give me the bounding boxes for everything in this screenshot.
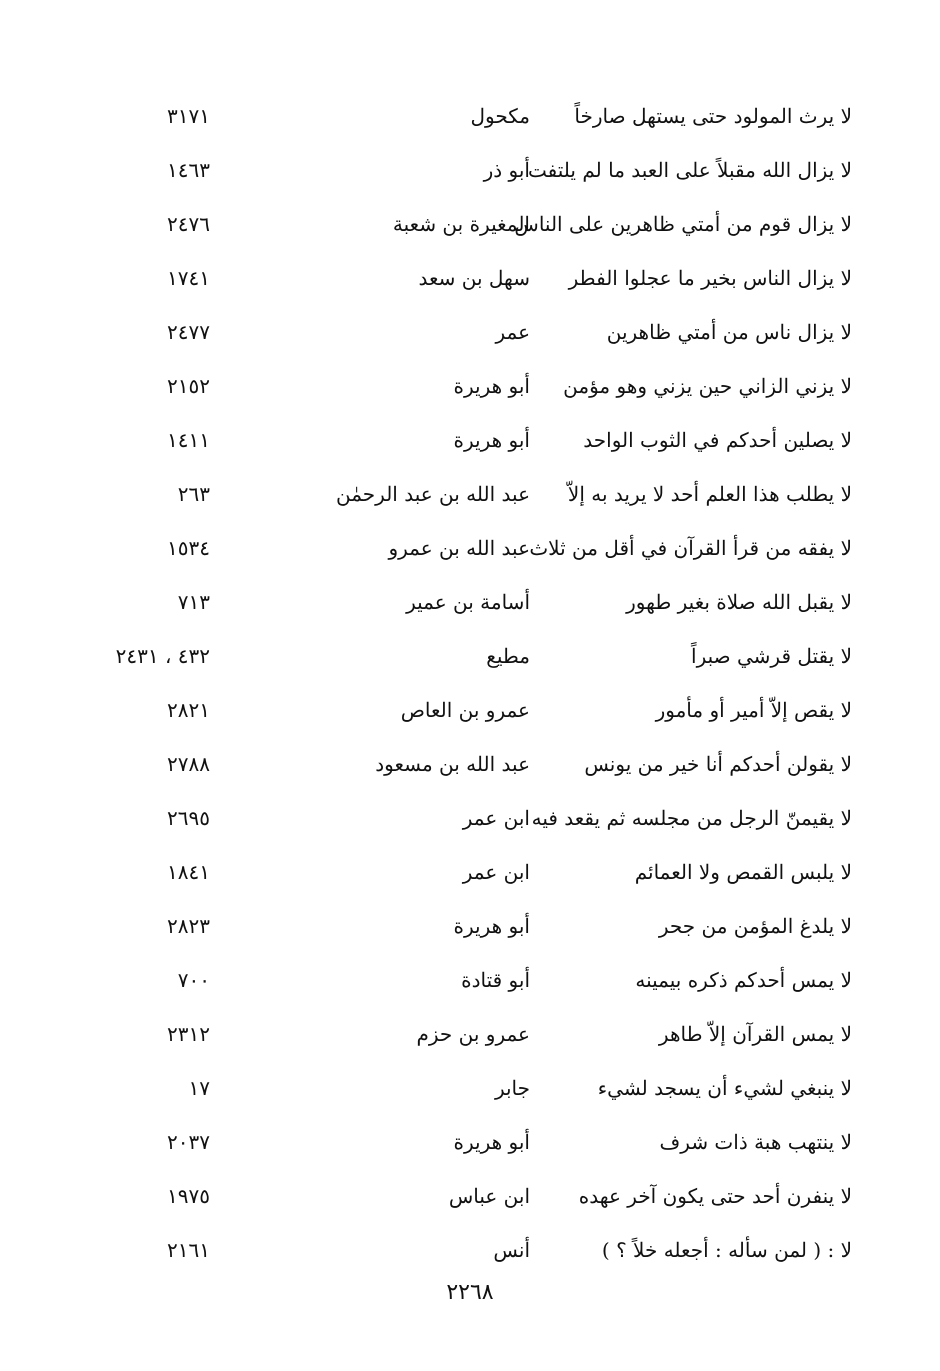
hadith-number: ٤٣٢ ، ٢٤٣١: [115, 644, 210, 668]
hadith-text: لا يلبس القمص ولا العمائم: [634, 860, 852, 884]
hadith-number: ٧٠٠: [177, 968, 210, 992]
narrator-name: أبو هريرة: [453, 374, 530, 398]
index-row: [0, 684, 940, 738]
index-row: [0, 252, 940, 306]
hadith-number: ١٩٧٥: [167, 1184, 210, 1208]
hadith-text: لا يزال الناس بخير ما عجلوا الفطر: [568, 266, 852, 290]
narrator-name: عبد الله بن عبد الرحمٰن: [336, 482, 530, 506]
hadith-text: لا : ( لمن سأله : أجعله خلاً ؟ ): [601, 1238, 852, 1262]
hadith-text: لا يقتل قرشي صبراً: [691, 644, 852, 668]
narrator-name: عمرو بن العاص: [400, 698, 530, 722]
hadith-number: ١٧: [188, 1076, 210, 1100]
narrator-name: سهل بن سعد: [418, 266, 530, 290]
hadith-number: ٢٧٨٨: [167, 752, 210, 776]
page-number: ٢٢٦٨: [446, 1280, 494, 1305]
index-row: [0, 576, 940, 630]
hadith-text: لا يزني الزاني حين يزني وهو مؤمن: [563, 374, 852, 398]
hadith-number: ١٨٤١: [167, 860, 210, 884]
index-row: [0, 738, 940, 792]
narrator-name: ابن عمر: [462, 860, 530, 884]
hadith-text: لا يصلين أحدكم في الثوب الواحد: [583, 428, 852, 452]
index-row: [0, 522, 940, 576]
hadith-number: ٢٣١٢: [167, 1022, 210, 1046]
hadith-text: لا يمس أحدكم ذكره بيمينه: [635, 968, 852, 992]
hadith-number: ٢١٦١: [167, 1238, 210, 1262]
hadith-number: ٢٤٧٧: [167, 320, 210, 344]
index-row: [0, 414, 940, 468]
index-row: [0, 1224, 940, 1278]
index-row: [0, 198, 940, 252]
narrator-name: عبد الله بن عمرو: [388, 536, 530, 560]
narrator-name: مكحول: [470, 104, 530, 128]
hadith-text: لا يلدغ المؤمن من جحر: [658, 914, 852, 938]
hadith-text: لا ينبغي لشيء أن يسجد لشيء: [597, 1076, 852, 1100]
narrator-name: أبو قتادة: [461, 968, 530, 992]
hadith-text: لا يقص إلاّ أمير أو مأمور: [655, 698, 852, 722]
index-row: [0, 306, 940, 360]
hadith-text: لا يقبل الله صلاة بغير طهور: [626, 590, 852, 614]
hadith-number: ٢٤٧٦: [167, 212, 210, 236]
index-row: [0, 954, 940, 1008]
hadith-text: لا يزال ناس من أمتي ظاهرين: [606, 320, 852, 344]
narrator-name: ابن عباس: [448, 1184, 530, 1208]
hadith-number: ١٤٦٣: [167, 158, 210, 182]
hadith-text: لا يزال الله مقبلاً على العبد ما لم يلتفت: [528, 158, 852, 182]
hadith-number: ٧١٣: [177, 590, 210, 614]
hadith-number: ٢٠٣٧: [167, 1130, 210, 1154]
narrator-name: أبو ذر: [483, 158, 530, 182]
hadith-text: لا ينفرن أحد حتى يكون آخر عهده: [578, 1184, 852, 1208]
narrator-name: أبو هريرة: [453, 914, 530, 938]
narrator-name: ابن عمر: [462, 806, 530, 830]
hadith-text: لا يقيمنّ الرجل من مجلسه ثم يقعد فيه: [531, 806, 852, 830]
hadith-text: لا يقولن أحدكم أنا خير من يونس: [584, 752, 852, 776]
narrator-name: أبو هريرة: [453, 1130, 530, 1154]
hadith-number: ١٧٤١: [167, 266, 210, 290]
index-row: [0, 1170, 940, 1224]
narrator-name: عبد الله بن مسعود: [375, 752, 530, 776]
hadith-text: لا يمس القرآن إلاّ طاهر: [658, 1022, 852, 1046]
index-row: [0, 360, 940, 414]
hadith-number: ٢٦٩٥: [167, 806, 210, 830]
index-row: [0, 1116, 940, 1170]
hadith-text: لا يطلب هذا العلم أحد لا يريد به إلاّ: [567, 482, 852, 506]
index-row: [0, 1008, 940, 1062]
hadith-number: ٢١٥٢: [167, 374, 210, 398]
narrator-name: المغيرة بن شعبة: [392, 212, 530, 236]
narrator-name: أنس: [493, 1238, 530, 1262]
narrator-name: أبو هريرة: [453, 428, 530, 452]
hadith-number: ٢٨٢١: [167, 698, 210, 722]
index-row: [0, 144, 940, 198]
hadith-text: لا يزال قوم من أمتي ظاهرين على الناس: [514, 212, 852, 236]
narrator-name: عمرو بن حزم: [416, 1022, 530, 1046]
narrator-name: مطيع: [486, 644, 530, 668]
index-row: [0, 630, 940, 684]
index-row: [0, 792, 940, 846]
hadith-number: ٢٦٣: [177, 482, 210, 506]
index-row: [0, 846, 940, 900]
narrator-name: أسامة بن عمير: [406, 590, 530, 614]
hadith-number: ١٤١١: [167, 428, 210, 452]
index-row: [0, 1062, 940, 1116]
narrator-name: عمر: [495, 320, 530, 344]
index-row: [0, 900, 940, 954]
hadith-number: ٣١٧١: [167, 104, 210, 128]
index-row: [0, 468, 940, 522]
hadith-number: ٢٨٢٣: [167, 914, 210, 938]
index-row: [0, 90, 940, 144]
hadith-text: لا ينتهب هبة ذات شرف: [659, 1130, 852, 1154]
hadith-index-list: [0, 90, 940, 1278]
hadith-number: ١٥٣٤: [167, 536, 210, 560]
hadith-text: لا يفقه من قرأ القرآن في أقل من ثلاث: [529, 536, 852, 560]
narrator-name: جابر: [494, 1076, 530, 1100]
hadith-text: لا يرث المولود حتى يستهل صارخاً: [574, 104, 852, 128]
